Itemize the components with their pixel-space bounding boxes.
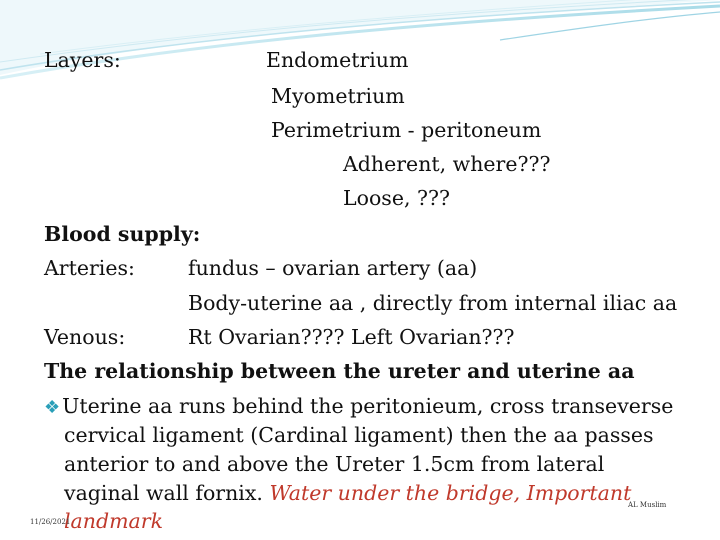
bullet-line-3: anterior to and above the Ureter 1.5cm from lateral [64, 452, 605, 476]
blood-supply-heading: Blood supply: [44, 222, 201, 246]
arteries-fundus: fundus – ovarian artery (aa) [188, 256, 478, 280]
emphasis-text-2: landmark [64, 509, 163, 533]
bullet-line-2: cervical ligament (Cardinal ligament) then the aa passes [64, 423, 654, 447]
arteries-label: Arteries: [44, 256, 135, 280]
layer-perimetrium: Perimetrium - peritoneum [271, 118, 542, 142]
layers-label: Layers: [44, 48, 121, 72]
perimetrium-adherent: Adherent, where??? [343, 152, 551, 176]
footer-author: AL Muslim [628, 501, 667, 509]
bullet-text-4: vaginal wall fornix. [64, 481, 270, 505]
layer-endometrium: Endometrium [266, 48, 409, 72]
arteries-body: Body-uterine aa , directly from internal iliac aa [188, 291, 678, 315]
diamond-bullet-icon: ❖ [44, 397, 61, 418]
relationship-heading: The relationship between the ureter and uterine aa [44, 359, 635, 383]
layer-myometrium: Myometrium [271, 84, 405, 108]
venous-label: Venous: [44, 325, 126, 349]
bullet-line-1 [44, 396, 673, 417]
bullet-line-4 [64, 483, 631, 504]
venous-text: Rt Ovarian???? Left Ovarian??? [188, 325, 515, 349]
footer-date: 11/26/2021 [30, 518, 71, 526]
emphasis-text-1: Water under the bridge, Important [269, 481, 632, 505]
bullet-text-1: Uterine aa runs behind the peritonieum, cross transeverse [62, 394, 674, 418]
perimetrium-loose: Loose, ??? [343, 186, 450, 210]
